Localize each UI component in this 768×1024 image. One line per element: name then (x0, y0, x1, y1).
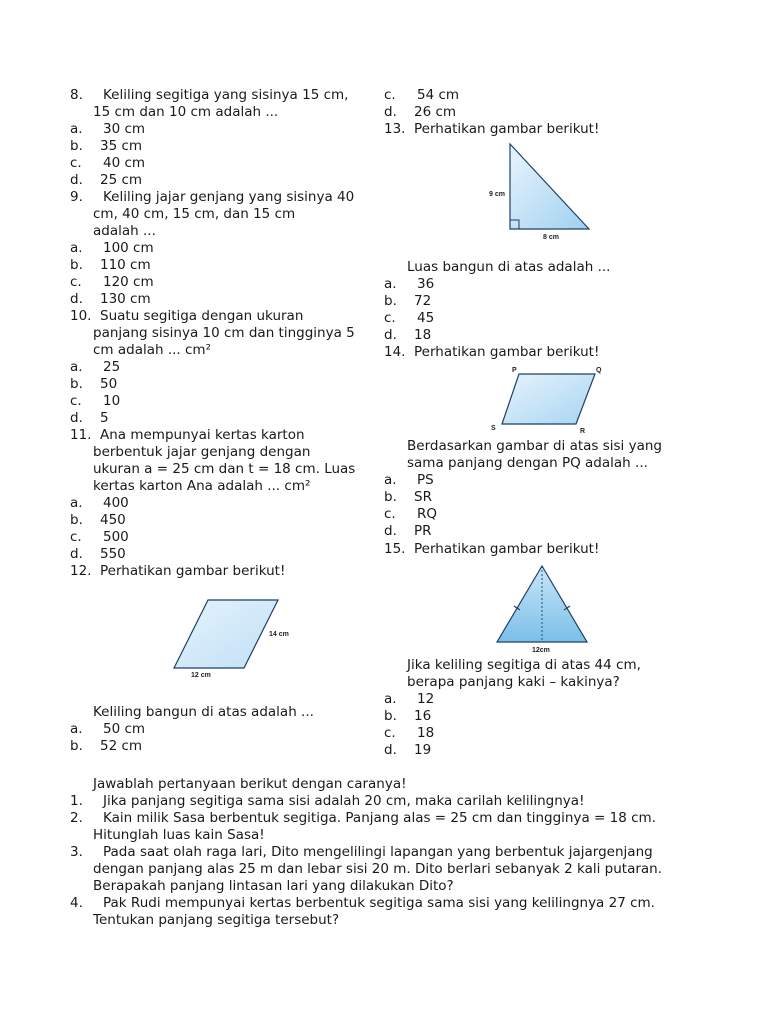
q8-option-b[interactable]: 35 cm (100, 138, 143, 154)
q13-option-c[interactable]: 45 (417, 310, 435, 326)
q14-option-a-letter: a. (384, 472, 397, 488)
q15-text-1: Jika keliling segitiga di atas 44 cm, (407, 657, 641, 673)
q11-option-d-letter: d. (70, 546, 83, 562)
q15-option-c-letter: c. (384, 725, 396, 741)
q12-question: Keliling bangun di atas adalah ... (93, 704, 314, 720)
q9-option-b[interactable]: 110 cm (100, 257, 151, 273)
q13-option-b[interactable]: 72 (414, 293, 432, 309)
q11-option-b-letter: b. (70, 512, 83, 528)
essay-4-number: 4. (70, 895, 83, 911)
parallelogram-figure-q12 (160, 594, 310, 684)
q8-option-a-letter: a. (70, 121, 83, 137)
q10-option-b[interactable]: 50 (100, 376, 118, 392)
q14-text-1: Berdasarkan gambar di atas sisi yang (407, 438, 662, 454)
essay-2-text-1: Kain milik Sasa berbentuk segitiga. Panjang alas = 25 cm dan tingginya = 18 cm. (103, 810, 656, 826)
q9-option-d[interactable]: 130 cm (100, 291, 151, 307)
q10-text-1: Suatu segitiga dengan ukuran (100, 308, 304, 324)
essay-2-text-2: Hitunglah luas kain Sasa! (93, 827, 265, 843)
q14-text-2: sama panjang dengan PQ adalah ... (407, 455, 648, 471)
vertex-r-label: R (580, 428, 586, 435)
q9-text-1: Keliling jajar genjang yang sisinya 40 (103, 189, 355, 205)
q9-option-a[interactable]: 100 cm (103, 240, 154, 256)
q11-text-2: berbentuk jajar genjang dengan (93, 444, 311, 460)
q14-option-c[interactable]: RQ (417, 506, 438, 522)
q14-option-c-letter: c. (384, 506, 396, 522)
q13-base-label: 8 cm (543, 234, 559, 241)
q11-option-a-letter: a. (70, 495, 83, 511)
q10-option-a[interactable]: 25 (103, 359, 121, 375)
q10-text-3: cm adalah ... cm² (93, 342, 211, 358)
q9-option-d-letter: d. (70, 291, 83, 307)
q9-number: 9. (70, 189, 83, 205)
q12-option-c-letter: c. (384, 87, 396, 103)
q10-option-c-letter: c. (70, 393, 82, 409)
q8-option-d[interactable]: 25 cm (100, 172, 143, 188)
q13-option-b-letter: b. (384, 293, 397, 309)
q13-prompt: Perhatikan gambar berikut! (414, 121, 600, 137)
q11-option-c-letter: c. (70, 529, 82, 545)
q9-option-b-letter: b. (70, 257, 83, 273)
q15-base-label: 12cm (532, 647, 550, 654)
q10-option-d[interactable]: 5 (100, 410, 109, 426)
q9-option-a-letter: a. (70, 240, 83, 256)
q15-option-b-letter: b. (384, 708, 397, 724)
essay-1-number: 1. (70, 793, 83, 809)
q8-option-c-letter: c. (70, 155, 82, 171)
q8-option-c[interactable]: 40 cm (103, 155, 146, 171)
q13-option-a-letter: a. (384, 276, 397, 292)
q8-option-b-letter: b. (70, 138, 83, 154)
q15-option-a[interactable]: 12 (417, 691, 435, 707)
essay-2-number: 2. (70, 810, 83, 826)
q9-text-3: adalah ... (93, 223, 156, 239)
q10-option-a-letter: a. (70, 359, 83, 375)
q13-option-d-letter: d. (384, 327, 397, 343)
q9-text-2: cm, 40 cm, 15 cm, dan 15 cm (93, 206, 296, 222)
parallelogram-figure-q14 (485, 362, 615, 438)
q12-base-label: 12 cm (191, 672, 211, 679)
q9-option-c[interactable]: 120 cm (103, 274, 154, 290)
q12-option-a-letter: a. (70, 721, 83, 737)
q8-option-d-letter: d. (70, 172, 83, 188)
q14-number: 14. (384, 344, 406, 360)
essay-1-text-1: Jika panjang segitiga sama sisi adalah 20 cm, maka carilah kelilingnya! (103, 793, 585, 809)
q11-option-b[interactable]: 450 (100, 512, 126, 528)
q13-number: 13. (384, 121, 406, 137)
q12-side-label: 14 cm (269, 631, 289, 638)
vertex-p-label: P (512, 367, 517, 374)
essay-4-text-1: Pak Rudi mempunyai kertas berbentuk segitiga sama sisi yang kelilingnya 27 cm. (103, 895, 655, 911)
vertex-q-label: Q (596, 367, 602, 374)
q12-option-b[interactable]: 52 cm (100, 738, 143, 754)
q10-option-d-letter: d. (70, 410, 83, 426)
essay-4-text-2: Tentukan panjang segitiga tersebut? (93, 912, 340, 928)
q11-option-a[interactable]: 400 (103, 495, 129, 511)
q12-number: 12. (70, 563, 92, 579)
q8-text-1: Keliling segitiga yang sisinya 15 cm, (103, 87, 349, 103)
q10-option-b-letter: b. (70, 376, 83, 392)
q14-option-b[interactable]: SR (414, 489, 432, 505)
q12-prompt: Perhatikan gambar berikut! (100, 563, 286, 579)
q15-prompt: Perhatikan gambar berikut! (414, 541, 600, 557)
q8-text-2: 15 cm dan 10 cm adalah ... (93, 104, 279, 120)
parallelogram-pqrs-shape (502, 374, 595, 424)
essay-3-text-3: Berapakah panjang lintasan lari yang dilakukan Dito? (93, 878, 454, 894)
q13-question: Luas bangun di atas adalah ... (407, 259, 611, 275)
q11-number: 11. (70, 427, 92, 443)
q13-option-c-letter: c. (384, 310, 396, 326)
q14-option-b-letter: b. (384, 489, 397, 505)
right-triangle-shape (510, 144, 589, 229)
q11-text-3: ukuran a = 25 cm dan t = 18 cm. Luas (93, 461, 356, 477)
q15-option-d[interactable]: 19 (414, 742, 432, 758)
q11-text-4: kertas karton Ana adalah ... cm² (93, 478, 311, 494)
essay-intro: Jawablah pertanyaan berikut dengan caranya! (93, 776, 407, 792)
essay-3-text-1: Pada saat olah raga lari, Dito mengelilingi lapangan yang berbentuk jajargenjang (103, 844, 653, 860)
q8-number: 8. (70, 87, 83, 103)
q15-option-b[interactable]: 16 (414, 708, 432, 724)
q13-height-label: 9 cm (489, 191, 505, 198)
q10-number: 10. (70, 308, 92, 324)
q13-option-d[interactable]: 18 (414, 327, 432, 343)
q15-option-d-letter: d. (384, 742, 397, 758)
q15-option-a-letter: a. (384, 691, 397, 707)
q11-option-c[interactable]: 500 (103, 529, 129, 545)
q15-text-2: berapa panjang kaki – kakinya? (407, 674, 620, 690)
q12-option-d-letter: d. (384, 104, 397, 120)
q11-option-d[interactable]: 550 (100, 546, 126, 562)
q14-option-d-letter: d. (384, 523, 397, 539)
q14-option-a[interactable]: PS (417, 472, 434, 488)
right-triangle-figure-q13 (480, 138, 610, 246)
q12-option-c[interactable]: 54 cm (417, 87, 460, 103)
q10-option-c[interactable]: 10 (103, 393, 121, 409)
q8-option-a[interactable]: 30 cm (103, 121, 146, 137)
vertex-s-label: S (491, 425, 496, 432)
q13-option-a[interactable]: 36 (417, 276, 435, 292)
q14-prompt: Perhatikan gambar berikut! (414, 344, 600, 360)
q14-option-d[interactable]: PR (414, 523, 432, 539)
isosceles-triangle-figure-q15 (492, 562, 592, 654)
q9-option-c-letter: c. (70, 274, 82, 290)
parallelogram-shape (174, 600, 278, 668)
essay-3-text-2: dengan panjang alas 25 m dan lebar sisi 20 m. Dito berlari sebanyak 2 kali putaran. (93, 861, 663, 877)
q12-option-b-letter: b. (70, 738, 83, 754)
q11-text-1: Ana mempunyai kertas karton (100, 427, 305, 443)
q12-option-a[interactable]: 50 cm (103, 721, 146, 737)
essay-3-number: 3. (70, 844, 83, 860)
q15-number: 15. (384, 541, 406, 557)
q12-option-d[interactable]: 26 cm (414, 104, 457, 120)
q10-text-2: panjang sisinya 10 cm dan tingginya 5 (93, 325, 355, 341)
q15-option-c[interactable]: 18 (417, 725, 435, 741)
